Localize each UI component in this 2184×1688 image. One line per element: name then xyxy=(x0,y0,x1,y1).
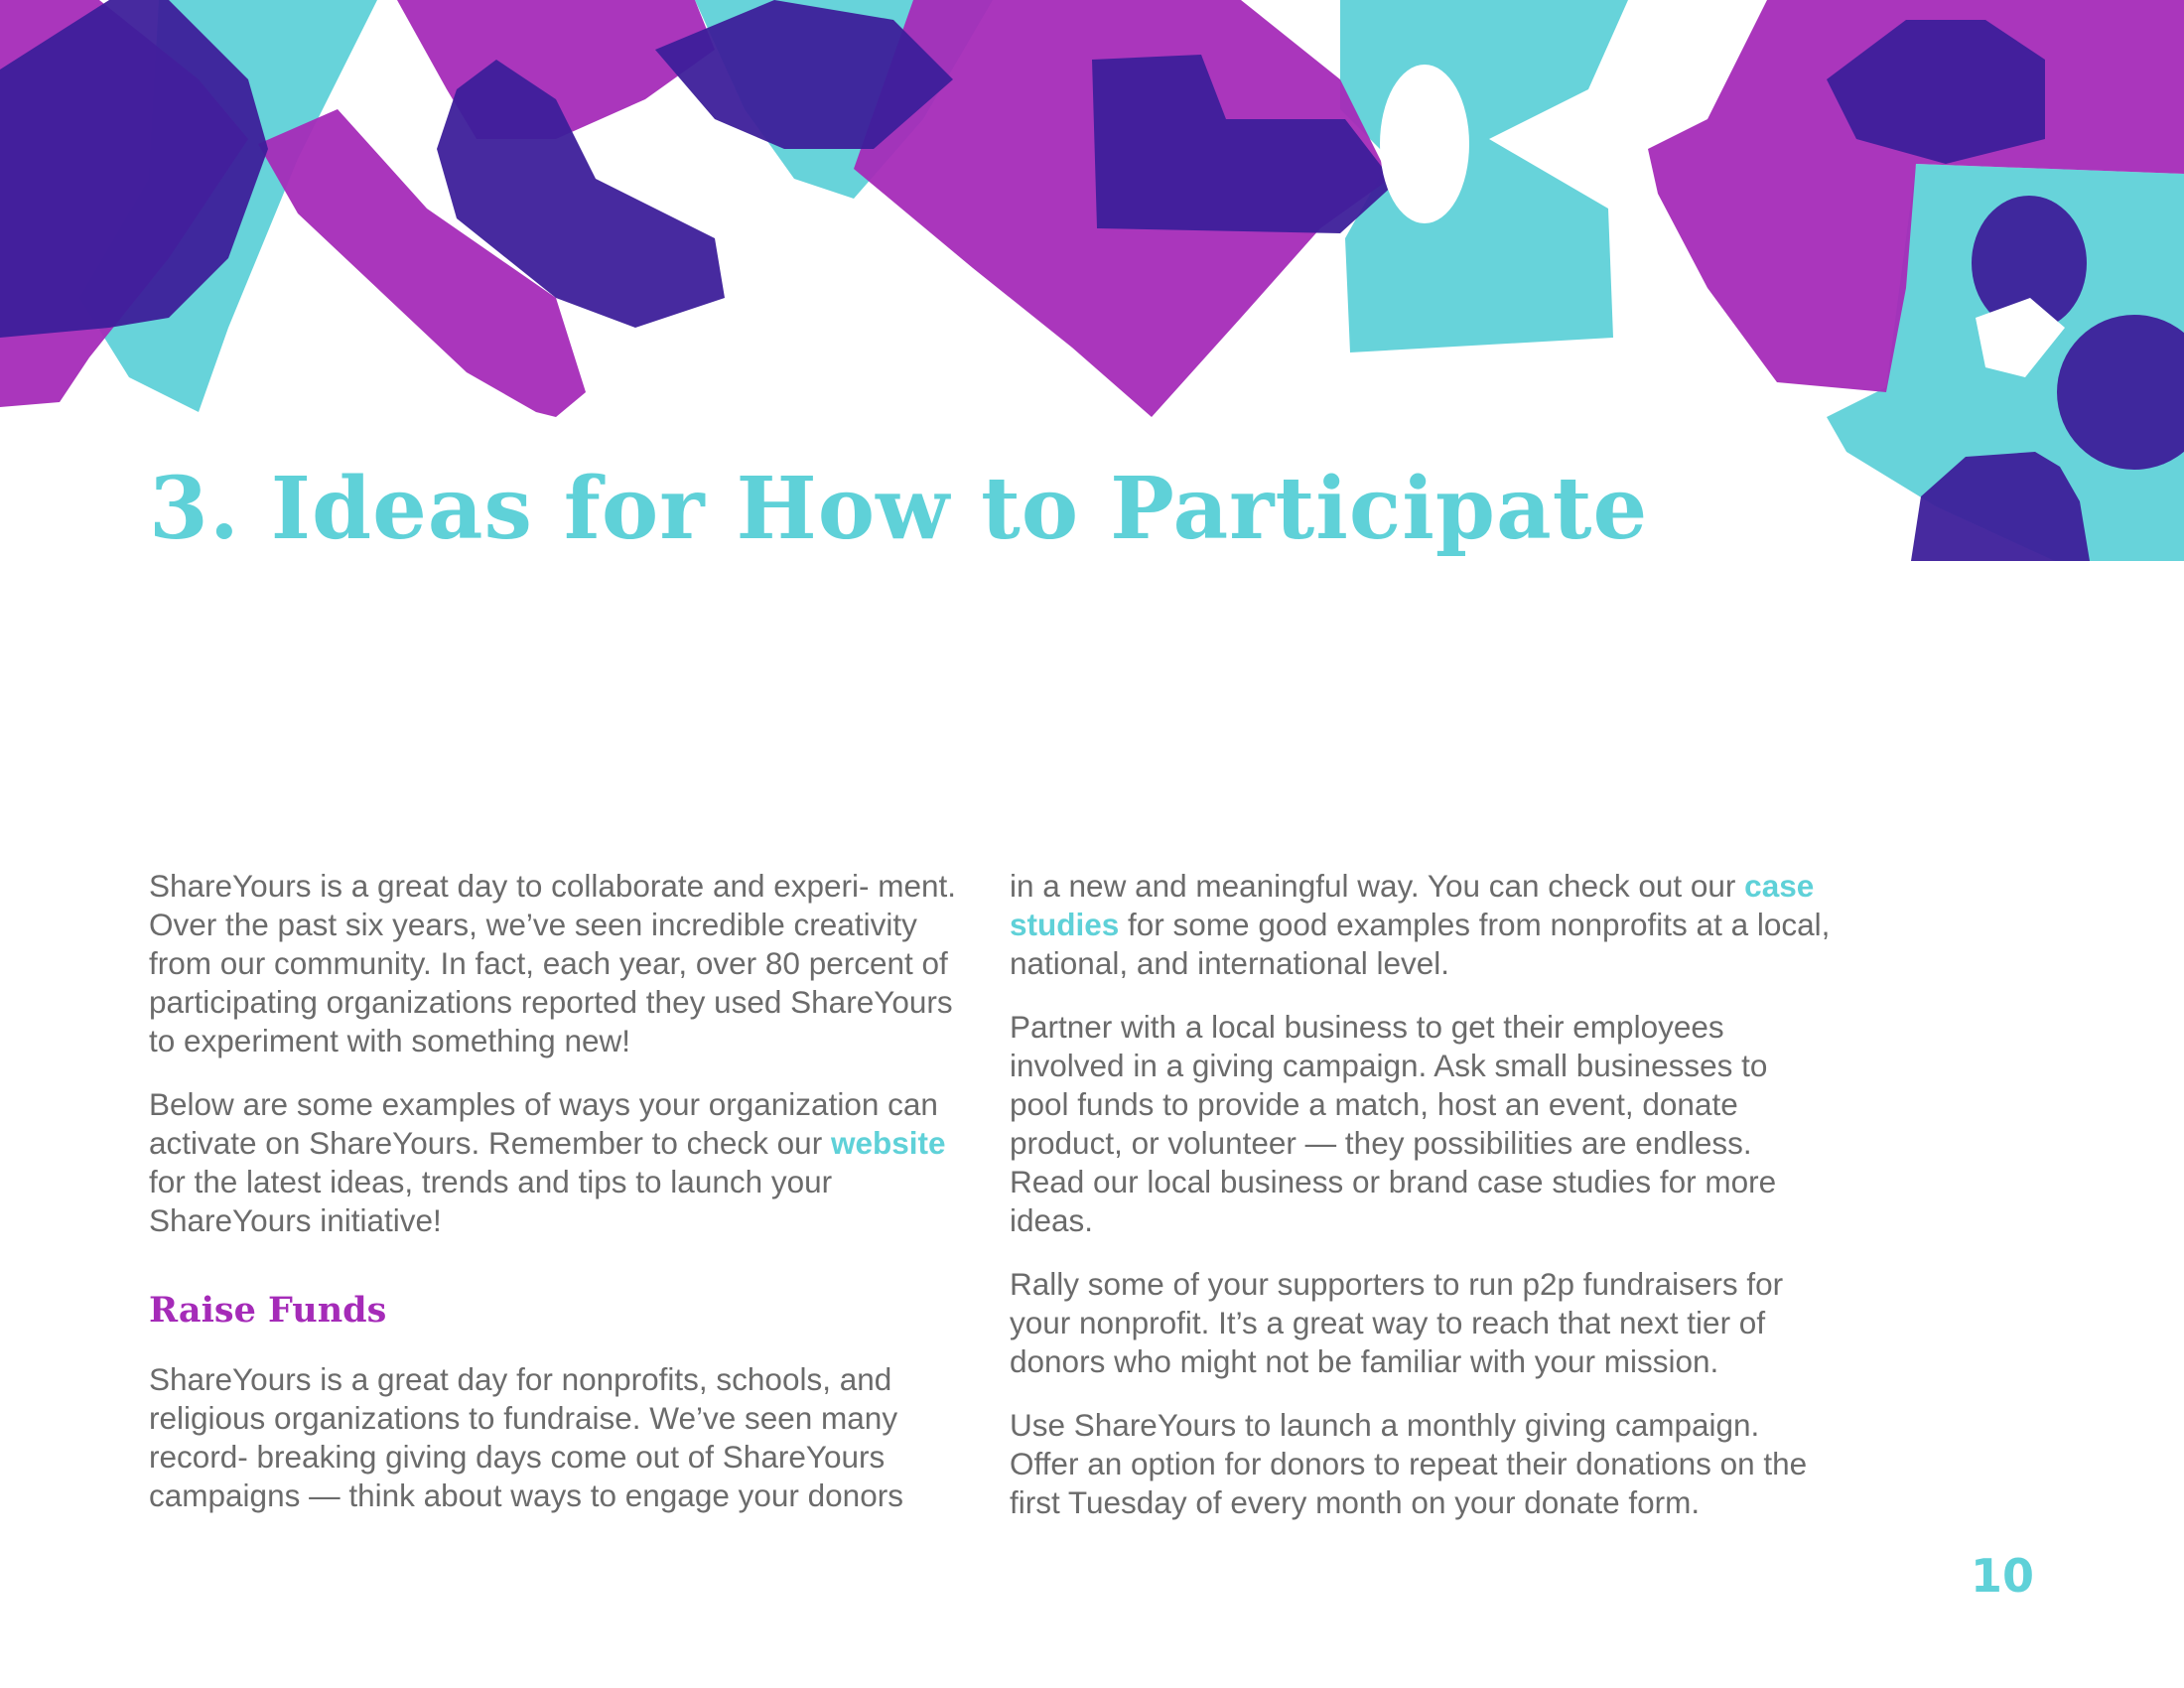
continuation-text-after: for some good examples from nonprofits at a local, national, and international level. xyxy=(1010,907,1831,981)
examples-text-after: for the latest ideas, trends and tips to launch your ShareYours initiative! xyxy=(149,1164,833,1238)
case-studies-link[interactable]: case studies xyxy=(1010,868,1815,942)
monthly-giving-paragraph: Use ShareYours to launch a monthly giving campaign. Offer an option for donors to repeat their donations on the first Tuesday of every month on your donate form. xyxy=(1010,1407,1808,1520)
section-title-raise-funds: Raise Funds xyxy=(149,1290,387,1331)
continuation-paragraph xyxy=(1010,867,1834,983)
p2p-paragraph: Rally some of your supporters to run p2p fundraisers for your nonprofit. It’s a great way to reach that next tier of donors who might not be familiar with your mission. xyxy=(1010,1266,1784,1379)
raise-funds-paragraph: ShareYours is a great day for nonprofits, schools, and religious organizations to fundraise. We’ve seen many record- breaking giving days come out of ShareYours campaigns — think about ways to engage your donors xyxy=(149,1360,903,1513)
intro-paragraph: ShareYours is a great day to collaborate and experi- ment. Over the past six years, we’ve seen incredible creativity from our community. In fact, each year, over 80 percent of participating organizations reported they used ShareYours to experiment with something new! xyxy=(149,868,957,1058)
left-column xyxy=(149,867,973,1540)
page-title: 3. Ideas for How to Participate xyxy=(149,459,1649,559)
right-column xyxy=(1010,867,1834,1547)
website-link[interactable]: website xyxy=(830,1125,946,1161)
examples-paragraph xyxy=(149,1085,973,1240)
continuation-text-before: in a new and meaningful way. You can check out our xyxy=(1010,868,1745,904)
examples-text-before: Below are some examples of ways your organization can activate on ShareYours. Remember to check our xyxy=(149,1086,938,1161)
partner-paragraph: Partner with a local business to get their employees involved in a giving campaign. Ask small businesses to pool funds to provide a match, host an event, donate product, or volunteer — they possibilities are endless. Read our local business or brand case studies for more ideas. xyxy=(1010,1009,1777,1238)
page-number: 10 xyxy=(1971,1549,2035,1603)
